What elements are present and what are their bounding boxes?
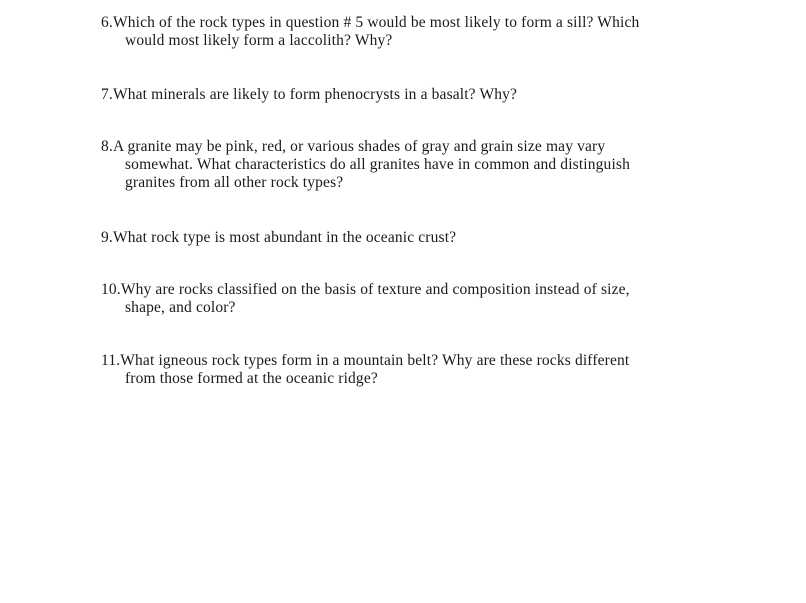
- question-text-continued: somewhat. What characteristics do all granites have in common and distinguish: [125, 156, 630, 173]
- question-text: What minerals are likely to form phenocrysts in a basalt? Why?: [112, 86, 518, 103]
- question-text-continued: granites from all other rock types?: [125, 174, 344, 191]
- question-11: [101, 352, 741, 388]
- question-first-line: [101, 352, 741, 370]
- question-text-continued: shape, and color?: [125, 299, 236, 316]
- question-first-line: [101, 14, 741, 32]
- question-text: What igneous rock types form in a mountain belt? Why are these rocks different: [120, 352, 630, 369]
- question-text: Which of the rock types in question # 5 would be most likely to form a sill? Which: [112, 14, 640, 31]
- question-8: [101, 138, 741, 192]
- question-number: 6.: [101, 14, 113, 31]
- question-first-line: [101, 138, 741, 156]
- question-first-line: [101, 229, 741, 247]
- question-9: [101, 229, 741, 247]
- question-text: A granite may be pink, red, or various shades of gray and grain size may vary: [112, 138, 606, 155]
- question-text-continued: from those formed at the oceanic ridge?: [125, 370, 378, 387]
- question-number: 7.: [101, 86, 113, 103]
- question-number: 11.: [101, 352, 121, 369]
- question-10: [101, 281, 741, 317]
- question-text-continued: would most likely form a laccolith? Why?: [125, 32, 393, 49]
- question-7: [101, 86, 741, 104]
- question-number: 8.: [101, 138, 113, 155]
- question-first-line: [101, 281, 741, 299]
- question-number: 9.: [101, 229, 113, 246]
- question-text: What rock type is most abundant in the oceanic crust?: [112, 229, 457, 246]
- question-number: 10.: [101, 281, 121, 298]
- question-6: [101, 14, 741, 50]
- question-first-line: [101, 86, 741, 104]
- question-text: Why are rocks classified on the basis of texture and composition instead of size,: [120, 281, 630, 298]
